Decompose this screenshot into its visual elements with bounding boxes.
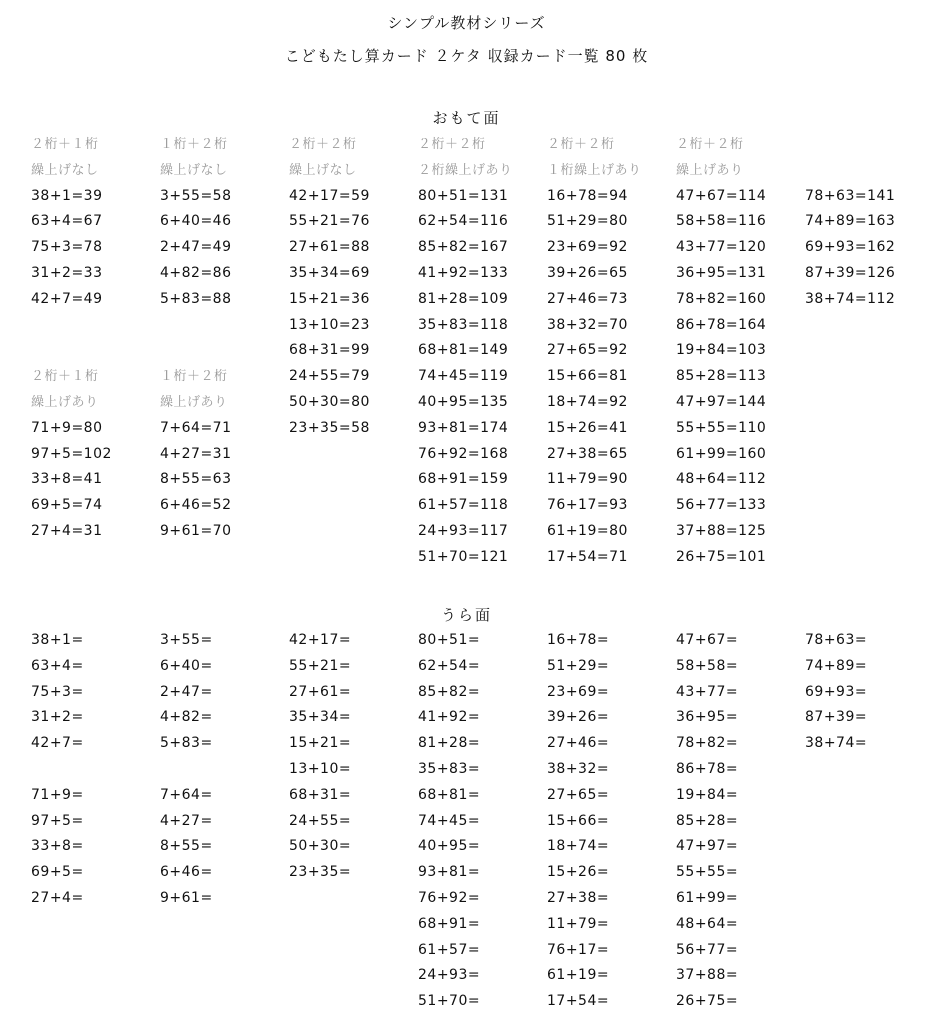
spacer — [805, 158, 930, 184]
addition-problem: 42+17=59 — [289, 187, 370, 204]
addition-problem: 61+19= — [547, 967, 610, 984]
addition-problem: 39+26= — [547, 709, 610, 726]
addition-problem: 76+17= — [547, 941, 610, 958]
addition-problem: 80+51=131 — [418, 187, 509, 204]
category-label: １桁＋２桁 — [160, 369, 228, 385]
addition-problem: 36+95= — [676, 709, 739, 726]
addition-problem: 43+77=120 — [676, 239, 767, 256]
addition-problem: 38+1= — [31, 632, 84, 648]
back-column-6 — [676, 628, 801, 1015]
addition-problem: 24+93= — [418, 967, 481, 984]
front-column-5 — [547, 132, 672, 571]
addition-problem: 85+82=167 — [418, 239, 509, 256]
category-label: ２桁＋２桁 — [676, 137, 744, 152]
addition-problem: 78+63=141 — [805, 187, 896, 204]
front-column-2 — [160, 132, 285, 545]
addition-problem: 8+55= — [160, 838, 213, 855]
addition-problem: 24+55= — [289, 812, 352, 829]
addition-problem: 62+54= — [418, 657, 481, 674]
addition-problem: 11+79= — [547, 915, 610, 932]
addition-problem: 68+91=159 — [418, 471, 509, 488]
category-label: ２桁＋１桁 — [31, 137, 99, 152]
addition-problem: 9+61=70 — [160, 522, 232, 539]
spacer — [31, 313, 156, 339]
addition-problem: 87+39=126 — [805, 264, 896, 281]
addition-problem: 81+28= — [418, 735, 481, 752]
addition-problem: 68+31=99 — [289, 342, 370, 359]
addition-problem: 80+51= — [418, 632, 481, 648]
addition-problem: 76+92= — [418, 889, 481, 906]
addition-problem: 50+30= — [289, 838, 352, 855]
addition-problem: 75+3= — [31, 683, 84, 700]
addition-problem: 74+89= — [805, 657, 868, 674]
addition-problem: 61+57= — [418, 941, 481, 958]
addition-problem: 2+47=49 — [160, 239, 232, 256]
addition-problem: 78+82=160 — [676, 290, 767, 307]
addition-problem: 27+65=92 — [547, 342, 628, 359]
addition-problem: 41+92= — [418, 709, 481, 726]
addition-problem: 4+27=31 — [160, 445, 232, 462]
addition-problem: 61+57=118 — [418, 497, 509, 514]
addition-problem: 8+55=63 — [160, 471, 232, 488]
addition-problem: 31+2=33 — [31, 264, 103, 281]
addition-problem: 41+92=133 — [418, 264, 509, 281]
category-label: ２桁＋２桁 — [547, 137, 615, 152]
addition-problem: 68+81=149 — [418, 342, 509, 359]
addition-problem: 55+55=110 — [676, 419, 767, 436]
addition-problem: 47+97= — [676, 838, 739, 855]
addition-problem: 81+28=109 — [418, 290, 509, 307]
category-label: 繰上げなし — [160, 162, 228, 178]
back-column-4 — [418, 628, 543, 1015]
addition-problem: 51+70=121 — [418, 548, 509, 565]
addition-problem: 4+27= — [160, 812, 213, 829]
addition-problem: 19+84=103 — [676, 342, 767, 359]
addition-problem: 86+78=164 — [676, 316, 767, 333]
addition-problem: 11+79=90 — [547, 471, 628, 488]
addition-problem: 68+91= — [418, 915, 481, 932]
addition-problem: 38+1=39 — [31, 187, 103, 204]
addition-problem: 16+78=94 — [547, 187, 628, 204]
front-column-4 — [418, 132, 543, 571]
back-column-1 — [31, 628, 156, 912]
category-label: 繰上げなし — [289, 162, 357, 178]
addition-problem: 55+21= — [289, 657, 352, 674]
addition-problem: 42+7=49 — [31, 290, 103, 307]
addition-problem: 3+55=58 — [160, 187, 232, 204]
addition-problem: 18+74=92 — [547, 393, 628, 410]
addition-problem: 62+54=116 — [418, 213, 509, 230]
addition-problem: 19+84= — [676, 786, 739, 803]
spacer — [160, 313, 285, 339]
back-column-7 — [805, 628, 930, 757]
addition-problem: 69+93= — [805, 683, 868, 700]
spacer — [31, 757, 156, 783]
addition-problem: 27+38=65 — [547, 445, 628, 462]
addition-problem: 78+82= — [676, 735, 739, 752]
addition-problem: 27+4=31 — [31, 522, 103, 539]
addition-problem: 13+10= — [289, 760, 352, 777]
front-column-1 — [31, 132, 156, 545]
addition-problem: 63+4=67 — [31, 213, 103, 230]
addition-problem: 5+83= — [160, 735, 213, 752]
addition-problem: 23+35= — [289, 864, 352, 881]
addition-problem: 6+40=46 — [160, 213, 232, 230]
addition-problem: 75+3=78 — [31, 239, 103, 256]
addition-problem: 7+64=71 — [160, 419, 232, 436]
addition-problem: 16+78= — [547, 632, 610, 648]
addition-problem: 55+21=76 — [289, 213, 370, 230]
category-label: 繰上げあり — [676, 162, 744, 178]
addition-problem: 85+28= — [676, 812, 739, 829]
addition-problem: 76+92=168 — [418, 445, 509, 462]
addition-problem: 58+58= — [676, 657, 739, 674]
category-label: 繰上げなし — [31, 162, 99, 178]
addition-problem: 74+89=163 — [805, 213, 896, 230]
addition-problem: 13+10=23 — [289, 316, 370, 333]
addition-problem: 93+81=174 — [418, 419, 509, 436]
addition-problem: 58+58=116 — [676, 213, 767, 230]
addition-problem: 35+34=69 — [289, 264, 370, 281]
spacer — [31, 338, 156, 364]
addition-problem: 38+32= — [547, 760, 610, 777]
front-side-heading: おもて面 — [432, 109, 501, 127]
category-label: ２桁＋２桁 — [418, 137, 486, 152]
addition-problem: 85+82= — [418, 683, 481, 700]
addition-problem: 37+88=125 — [676, 522, 767, 539]
addition-problem: 23+35=58 — [289, 419, 370, 436]
category-label: １桁繰上げあり — [547, 162, 642, 178]
addition-problem: 78+63= — [805, 632, 868, 648]
addition-problem: 15+21=36 — [289, 290, 370, 307]
spacer — [160, 338, 285, 364]
spacer — [805, 132, 930, 158]
addition-problem: 6+46= — [160, 864, 213, 881]
addition-problem: 69+5=74 — [31, 497, 103, 514]
addition-problem: 9+61= — [160, 889, 213, 906]
addition-problem: 17+54= — [547, 993, 610, 1010]
addition-problem: 33+8= — [31, 838, 84, 855]
addition-problem: 27+46= — [547, 735, 610, 752]
addition-problem: 74+45= — [418, 812, 481, 829]
back-side-heading: うら面 — [440, 606, 492, 624]
addition-problem: 69+5= — [31, 864, 84, 881]
category-label: ２桁＋１桁 — [31, 369, 99, 385]
addition-problem: 76+17=93 — [547, 497, 628, 514]
addition-problem: 42+17= — [289, 632, 352, 648]
addition-problem: 47+67=114 — [676, 187, 767, 204]
addition-problem: 33+8=41 — [31, 471, 103, 488]
addition-problem: 61+19=80 — [547, 522, 628, 539]
addition-problem: 50+30=80 — [289, 393, 370, 410]
category-label: １桁＋２桁 — [160, 137, 228, 152]
addition-problem: 97+5= — [31, 812, 84, 829]
addition-problem: 6+40= — [160, 657, 213, 674]
addition-problem: 3+55= — [160, 632, 213, 648]
addition-problem: 27+38= — [547, 889, 610, 906]
addition-problem: 38+74=112 — [805, 290, 896, 307]
addition-problem: 24+93=117 — [418, 522, 509, 539]
addition-problem: 15+26= — [547, 864, 610, 881]
addition-problem: 5+83=88 — [160, 290, 232, 307]
addition-problem: 47+67= — [676, 632, 739, 648]
addition-problem: 15+66= — [547, 812, 610, 829]
addition-problem: 38+32=70 — [547, 316, 628, 333]
addition-problem: 74+45=119 — [418, 368, 509, 385]
document-title: こどもたし算カード ２ケタ 収録カード一覧 80 枚 — [284, 47, 649, 65]
addition-problem: 71+9=80 — [31, 419, 103, 436]
addition-problem: 56+77=133 — [676, 497, 767, 514]
addition-problem: 4+82=86 — [160, 264, 232, 281]
addition-problem: 85+28=113 — [676, 368, 767, 385]
addition-problem: 56+77= — [676, 941, 739, 958]
series-title: シンプル教材シリーズ — [387, 14, 546, 32]
addition-problem: 63+4= — [31, 657, 84, 674]
addition-problem: 6+46=52 — [160, 497, 232, 514]
addition-problem: 87+39= — [805, 709, 868, 726]
addition-problem: 93+81= — [418, 864, 481, 881]
category-label: ２桁＋２桁 — [289, 137, 357, 152]
addition-problem: 4+82= — [160, 709, 213, 726]
addition-problem: 27+65= — [547, 786, 610, 803]
addition-problem: 2+47= — [160, 683, 213, 700]
addition-problem: 24+55=79 — [289, 368, 370, 385]
front-column-3 — [289, 132, 414, 442]
addition-problem: 27+46=73 — [547, 290, 628, 307]
addition-problem: 51+70= — [418, 993, 481, 1010]
front-column-6 — [676, 132, 801, 571]
addition-problem: 69+93=162 — [805, 239, 896, 256]
addition-problem: 97+5=102 — [31, 445, 112, 462]
addition-problem: 38+74= — [805, 735, 868, 752]
addition-problem: 7+64= — [160, 786, 213, 803]
back-column-2 — [160, 628, 285, 912]
back-column-5 — [547, 628, 672, 1015]
addition-problem: 15+21= — [289, 735, 352, 752]
addition-problem: 35+83= — [418, 760, 481, 777]
category-label: 繰上げあり — [160, 394, 228, 410]
addition-problem: 27+4= — [31, 889, 84, 906]
addition-problem: 43+77= — [676, 683, 739, 700]
addition-problem: 31+2= — [31, 709, 84, 726]
addition-problem: 18+74= — [547, 838, 610, 855]
addition-problem: 68+81= — [418, 786, 481, 803]
addition-problem: 40+95=135 — [418, 393, 509, 410]
addition-problem: 71+9= — [31, 786, 84, 803]
addition-problem: 26+75= — [676, 993, 739, 1010]
addition-problem: 36+95=131 — [676, 264, 767, 281]
addition-problem: 23+69= — [547, 683, 610, 700]
addition-problem: 48+64= — [676, 915, 739, 932]
category-label: 繰上げあり — [31, 394, 99, 410]
front-column-7 — [805, 132, 930, 313]
addition-problem: 61+99=160 — [676, 445, 767, 462]
addition-problem: 26+75=101 — [676, 548, 767, 565]
back-column-3 — [289, 628, 414, 886]
addition-problem: 68+31= — [289, 786, 352, 803]
addition-problem: 23+69=92 — [547, 239, 628, 256]
addition-problem: 48+64=112 — [676, 471, 767, 488]
addition-problem: 35+34= — [289, 709, 352, 726]
category-label: ２桁繰上げあり — [418, 162, 513, 178]
addition-problem: 86+78= — [676, 760, 739, 777]
addition-problem: 15+66=81 — [547, 368, 628, 385]
addition-problem: 17+54=71 — [547, 548, 628, 565]
addition-problem: 51+29=80 — [547, 213, 628, 230]
addition-problem: 27+61= — [289, 683, 352, 700]
addition-problem: 61+99= — [676, 889, 739, 906]
addition-problem: 27+61=88 — [289, 239, 370, 256]
spacer — [160, 757, 285, 783]
addition-problem: 42+7= — [31, 735, 84, 752]
addition-problem: 35+83=118 — [418, 316, 509, 333]
addition-problem: 51+29= — [547, 657, 610, 674]
addition-problem: 55+55= — [676, 864, 739, 881]
addition-problem: 47+97=144 — [676, 393, 767, 410]
addition-problem: 40+95= — [418, 838, 481, 855]
addition-problem: 37+88= — [676, 967, 739, 984]
addition-problem: 39+26=65 — [547, 264, 628, 281]
addition-problem: 15+26=41 — [547, 419, 628, 436]
